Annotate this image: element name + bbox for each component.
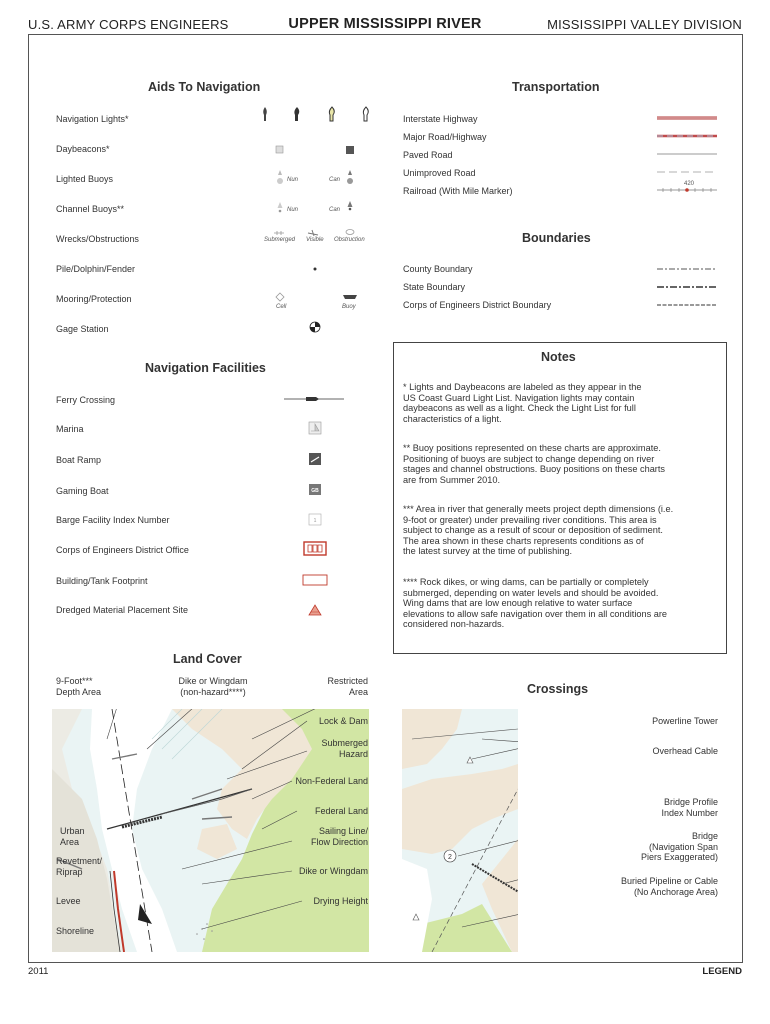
aids-lighted-buoys-label: Lighted Buoys	[56, 174, 114, 184]
channel-nun-caption: Nun	[287, 207, 299, 213]
mile-marker-number: 420	[684, 181, 695, 187]
page-title: UPPER MISSISSIPPI RIVER	[288, 16, 482, 32]
gage-station-icon	[310, 322, 320, 332]
major-road-label: Major Road/Highway	[403, 132, 487, 142]
bridge-profile-label: Bridge Profile Index Number	[661, 797, 718, 818]
mile-marker-icon	[685, 188, 689, 192]
aids-nav-lights-label: Navigation Lights*	[56, 114, 129, 124]
channel-can-caption: Can	[329, 207, 341, 213]
facilities-title: Navigation Facilities	[145, 361, 266, 375]
facility-symbols	[280, 390, 350, 625]
dredged-label: Dredged Material Placement Site	[56, 605, 189, 615]
wreck-submerged-icon	[274, 231, 284, 235]
obstruction-icon	[346, 230, 354, 235]
restricted-area-label: Restricted Area	[327, 676, 368, 697]
ferry-icon	[284, 397, 344, 401]
crossings-map	[402, 709, 518, 952]
revetment-label: Revetment/ Riprap	[56, 856, 103, 877]
drying-height-label: Drying Height	[313, 896, 368, 906]
lighted-nun-icon	[277, 178, 283, 184]
gaming-label: Gaming Boat	[56, 486, 109, 496]
ferry-label: Ferry Crossing	[56, 395, 116, 405]
wreck-visible-icon	[308, 230, 318, 236]
land-cover-title: Land Cover	[173, 652, 242, 666]
gaming-boat-icon-text: GB	[311, 488, 319, 494]
header-agency: U.S. ARMY CORPS ENGINEERS	[28, 17, 229, 32]
boundary-symbols	[655, 262, 720, 312]
notes-title: Notes	[541, 350, 576, 364]
submerged-hazard-label: Submerged Hazard	[321, 738, 368, 759]
corps-boundary-label: Corps of Engineers District Boundary	[403, 300, 552, 310]
channel-nun-icon	[278, 202, 283, 208]
dike-nonhazard-label: Dike or Wingdam (non-hazard****)	[178, 676, 248, 697]
mooring-cell-icon	[276, 293, 284, 301]
channel-can-icon	[348, 201, 353, 207]
boundaries-title: Boundaries	[522, 231, 591, 245]
building-footprint-icon	[303, 575, 327, 585]
office-label: Corps of Engineers District Office	[56, 545, 189, 555]
marina-icon	[309, 422, 321, 434]
overhead-cable-label: Overhead Cable	[652, 746, 718, 756]
bridge-profile-index-number: 2	[448, 854, 452, 861]
railroad-label: Railroad (With Mile Marker)	[403, 186, 513, 196]
note-4: **** Rock dikes, or wing dams, can be partially or completely submerged, depending on water levels and should be avoided. Wing dams that are low enough relative to water surface elevations to allow safe navigation over them in all conditions are considered non-hazards.	[403, 577, 668, 630]
powerline-tower-label: Powerline Tower	[652, 716, 718, 726]
note-2: ** Buoy positions represented on these charts are approximate. Positioning of buoys are subject to change depending on river stages and channel obstructions. Buoy positions on these charts are from Summer 2010.	[403, 443, 666, 485]
transport-title: Transportation	[512, 80, 600, 94]
footer-legend: LEGEND	[702, 966, 742, 977]
wreck-submerged-caption: Submerged	[264, 237, 296, 243]
lock-dam-label: Lock & Dam	[318, 716, 368, 726]
aids-wrecks-label: Wrecks/Obstructions	[56, 234, 139, 244]
aids-daybeacons-label: Daybeacons*	[56, 144, 110, 154]
daybeacon-square-icon	[276, 146, 283, 153]
footer-year: 2011	[28, 966, 49, 977]
aids-channel-buoys-label: Channel Buoys**	[56, 204, 125, 214]
unimproved-road-label: Unimproved Road	[403, 168, 476, 178]
header-division: MISSISSIPPI VALLEY DIVISION	[547, 17, 742, 32]
mooring-buoy-icon	[343, 295, 357, 299]
daybeacon-filled-icon	[346, 146, 354, 154]
bridge-label: Bridge (Navigation Span Piers Exaggerated)	[640, 831, 718, 862]
lighted-nun-caption: Nun	[287, 177, 299, 183]
dredged-site-icon	[309, 605, 321, 615]
barge-index-icon-text: 1	[313, 518, 317, 524]
note-1: * Lights and Daybeacons are labeled as they appear in the US Coast Guard Light List. Navigation lights may contain daybeacons as well as a light. Check the Light List for full characteristics of a light.	[403, 382, 642, 424]
non-federal-land-label: Non-Federal Land	[295, 776, 368, 786]
buried-pipeline-label: Buried Pipeline or Cable (No Anchorage Area)	[620, 876, 718, 897]
pile-icon	[314, 268, 317, 271]
district-office-icon	[304, 542, 326, 555]
interstate-label: Interstate Highway	[403, 114, 478, 124]
mooring-buoy-caption: Buoy	[342, 304, 356, 310]
paved-road-label: Paved Road	[403, 150, 453, 160]
depth-area-label: 9-Foot*** Depth Area	[56, 676, 102, 697]
shoreline-label: Shoreline	[56, 926, 95, 936]
building-label: Building/Tank Footprint	[56, 576, 148, 586]
lighted-can-caption: Can	[329, 177, 341, 183]
aids-gage-label: Gage Station	[56, 324, 109, 334]
wreck-visible-caption: Visible	[306, 237, 324, 243]
nav-light-icon	[263, 107, 368, 121]
aids-pile-label: Pile/Dolphin/Fender	[56, 264, 136, 274]
dike-wingdam-label: Dike or Wingdam	[298, 866, 368, 876]
note-3: *** Area in river that generally meets project depth dimensions (i.e. 9-foot or greater) under prevailing river conditions. This area is subject to change as a result of scour or deposition of sediment. The area shown in these charts represents conditions as of the latest survey at the time of publishing.	[403, 504, 674, 557]
aids-mooring-label: Mooring/Protection	[56, 294, 132, 304]
obstruction-caption: Obstruction	[334, 237, 365, 243]
sailing-line-label: Sailing Line/ Flow Direction	[310, 826, 368, 847]
marina-label: Marina	[56, 424, 84, 434]
barge-label: Barge Facility Index Number	[56, 515, 170, 525]
aids-title: Aids To Navigation	[148, 80, 261, 94]
mooring-cell-caption: Cell	[276, 304, 287, 310]
county-boundary-label: County Boundary	[403, 264, 473, 274]
lighted-can-icon	[347, 178, 353, 184]
ramp-label: Boat Ramp	[56, 455, 102, 465]
levee-label: Levee	[56, 896, 81, 906]
urban-area-label: Urban Area	[60, 826, 85, 847]
boat-ramp-icon	[309, 453, 321, 465]
aids-symbols	[250, 100, 380, 350]
federal-land-label: Federal Land	[314, 806, 368, 816]
state-boundary-label: State Boundary	[403, 282, 466, 292]
crossings-title: Crossings	[527, 682, 589, 696]
